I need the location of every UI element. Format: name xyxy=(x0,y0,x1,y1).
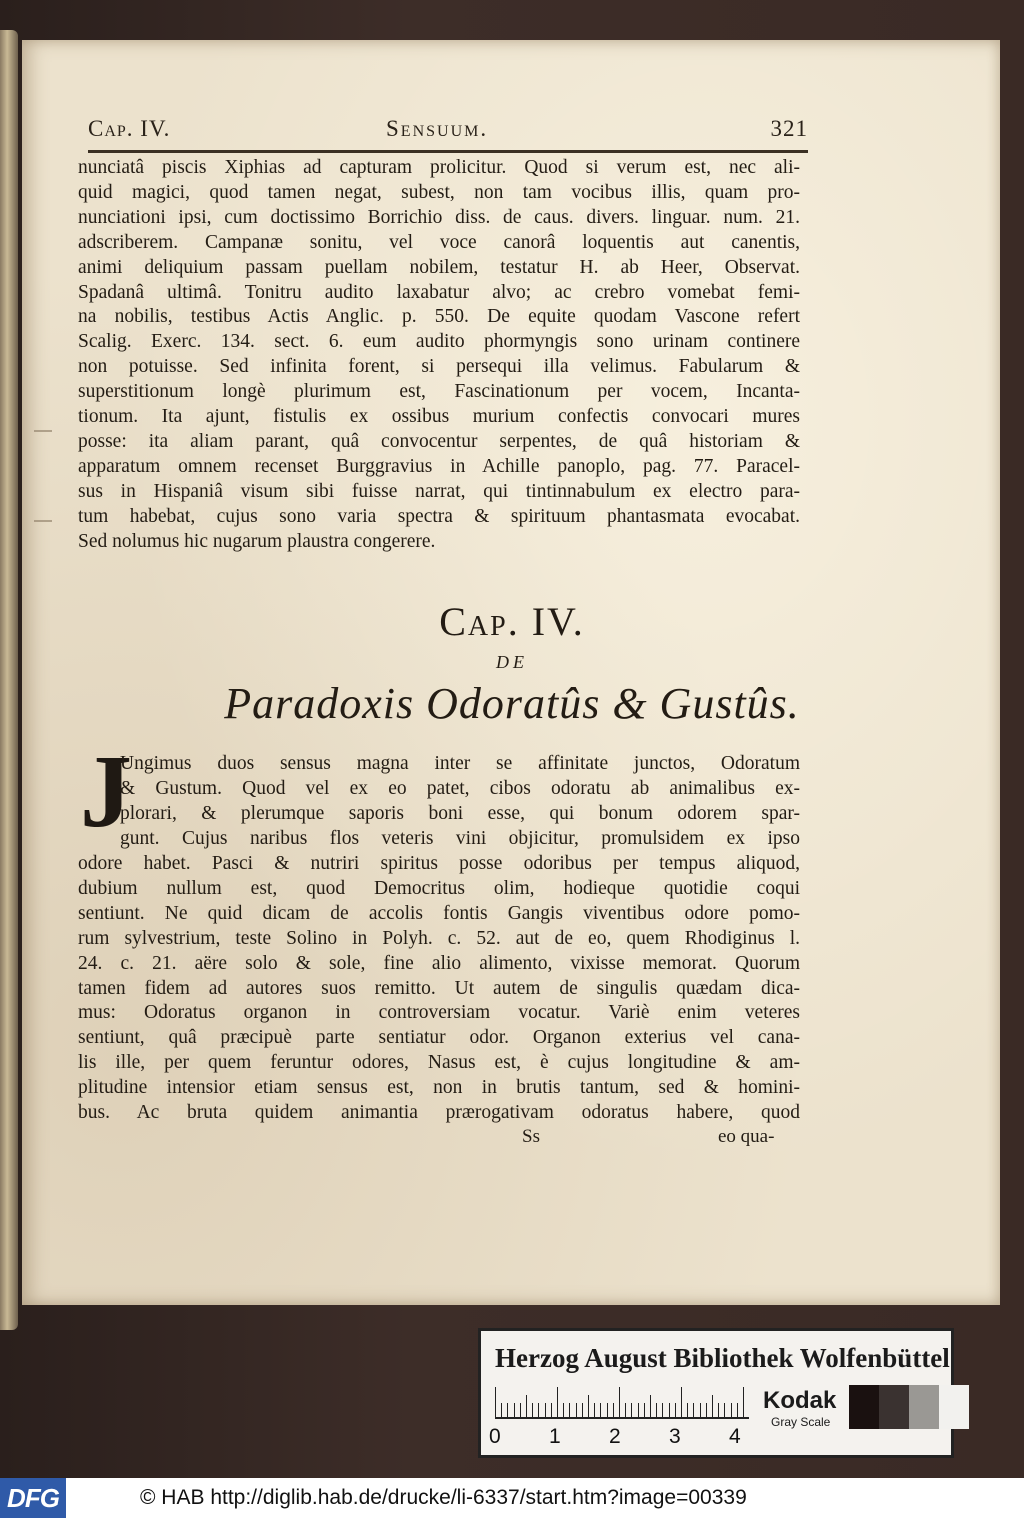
ruler-tick xyxy=(557,1387,558,1417)
ruler-tick xyxy=(737,1403,738,1417)
ruler-tick xyxy=(532,1403,533,1417)
text-line: Sed nolumus hic nugarum plaustra congerere. xyxy=(78,530,436,552)
text-block-indented xyxy=(120,752,800,852)
ruler-tick xyxy=(613,1403,614,1417)
ruler-tick xyxy=(520,1403,521,1417)
ruler-tick xyxy=(700,1403,701,1417)
ruler-tick xyxy=(743,1387,744,1417)
ruler-tick xyxy=(495,1387,496,1417)
text-line: posse: ita aliam parant, quâ convocentur serpentes, de quâ historiam & xyxy=(78,430,800,452)
drop-capital: J xyxy=(80,734,132,849)
signature-mark: Ss xyxy=(522,1126,540,1147)
ruler-number: 3 xyxy=(669,1425,681,1448)
text-line: nunciationi ipsi, cum doctissimo Borrichio diss. de caus. divers. linguar. num. 21. xyxy=(78,206,800,228)
ruler-tick xyxy=(625,1403,626,1417)
text-line: rum sylvestrium, teste Solino in Polyh. c. 52. aut de eo, quem Rhodiginus l. xyxy=(78,927,800,949)
chapter-title: Cap. IV. xyxy=(439,599,585,644)
kodak-logo: Kodak xyxy=(763,1387,837,1414)
text-line: Ungimus duos sensus magna inter se affinitate junctos, Odoratum xyxy=(120,753,800,774)
text-line: sentiunt. Ne quid dicam de accolis fontis Gangis viventibus odore pomo- xyxy=(78,902,800,924)
ruler-tick xyxy=(526,1395,527,1417)
text-line: Spadanâ ultimâ. Tonitru audito laxabatur alvo; ac crebro vomebat femi- xyxy=(78,281,800,303)
ruler-number: 0 xyxy=(489,1425,501,1448)
gray-swatch xyxy=(879,1385,909,1429)
margin-mark xyxy=(34,430,52,432)
ruler-tick xyxy=(563,1403,564,1417)
chapter-subtitle: Paradoxis Odoratûs & Gustûs. xyxy=(224,679,800,728)
chapter-de: DE xyxy=(496,652,528,672)
gray-scale-label: Gray Scale xyxy=(771,1415,831,1429)
text-line: & Gustum. Quod vel ex eo patet, cibos odoratu ab animalibus ex- xyxy=(120,777,800,799)
ruler-tick xyxy=(594,1403,595,1417)
text-line: sentiunt, quâ præcipuè parte sentiatur odor. Organon exterius vel cana- xyxy=(78,1027,800,1049)
ruler-tick xyxy=(582,1403,583,1417)
ruler-numbers xyxy=(489,1425,751,1449)
text-line: mus: Odoratus organon in controversiam vocatur. Variè enim veteres xyxy=(78,1002,800,1024)
text-line: gunt. Cujus naribus flos veteris vini objicitur, promulsidem ex ipso xyxy=(120,827,800,849)
margin-mark xyxy=(34,520,52,522)
header-rule xyxy=(88,150,808,153)
page-footer xyxy=(0,1126,1024,1156)
text-line: adscriberem. Campanæ sonitu, vel voce canorâ loquentis aut canentis, xyxy=(78,231,800,253)
ruler-tick xyxy=(501,1403,502,1417)
text-line: lis ille, per quem feruntur odores, Nasus est, è cujus longitudine & am- xyxy=(78,1052,800,1074)
ruler-number: 2 xyxy=(609,1425,621,1448)
ruler-tick xyxy=(514,1403,515,1417)
ruler-tick xyxy=(681,1387,682,1417)
ruler-tick xyxy=(687,1403,688,1417)
running-head-title: Sensuum. xyxy=(386,116,489,141)
ruler-tick xyxy=(600,1403,601,1417)
ruler-tick xyxy=(569,1403,570,1417)
ruler-tick xyxy=(693,1403,694,1417)
gray-swatch xyxy=(939,1385,969,1429)
text-block-top xyxy=(78,156,800,555)
text-line: plorari, & plerumque saporis boni esse, qui bonum odorem spar- xyxy=(120,802,800,824)
ruler-tick xyxy=(662,1403,663,1417)
ruler-tick xyxy=(638,1403,639,1417)
ruler-tick xyxy=(631,1403,632,1417)
text-line: apparatum omnem recenset Burggravius in Achille panoplo, pag. 77. Paracel- xyxy=(78,455,800,477)
ruler-tick xyxy=(706,1403,707,1417)
ruler-tick xyxy=(712,1395,713,1417)
text-line: bus. Ac bruta quidem animantia prærogativam odoratus habere, quod xyxy=(78,1102,800,1124)
gray-swatch xyxy=(909,1385,939,1429)
running-head-chapter: Cap. IV. xyxy=(88,116,171,141)
ruler-tick xyxy=(731,1403,732,1417)
color-target xyxy=(478,1328,954,1458)
text-line: tamen fidem ad autores suos remitto. Ut autem de singulis quædam dica- xyxy=(78,977,800,999)
ruler-tick xyxy=(650,1395,651,1417)
ruler-number: 1 xyxy=(549,1425,561,1448)
ruler-tick xyxy=(644,1403,645,1417)
ruler-tick xyxy=(576,1403,577,1417)
ruler-tick xyxy=(538,1403,539,1417)
ruler-tick xyxy=(551,1403,552,1417)
text-line: tionum. Ita ajunt, fistulis ex ossibus murium confectis convocari mures xyxy=(78,406,800,428)
gray-swatch xyxy=(849,1385,879,1429)
ruler-tick xyxy=(675,1403,676,1417)
copyright-link[interactable]: © HAB http://diglib.hab.de/drucke/li-6337/start.htm?image=00339 xyxy=(140,1486,747,1509)
ruler-tick xyxy=(669,1403,670,1417)
text-line: animi deliquium passam puellam nobilem, testatur H. ab Heer, Observat. xyxy=(78,256,800,278)
text-line: dubium nullum est, quod Democritus olim, hodieque quotidie coqui xyxy=(78,877,800,899)
target-title: Herzog August Bibliothek Wolfenbüttel xyxy=(495,1343,950,1373)
ruler-tick xyxy=(724,1403,725,1417)
text-line: odore habet. Pasci & nutriri spiritus posse odoribus per tempus aliquod, xyxy=(78,853,800,874)
catchword: eo qua- xyxy=(718,1126,775,1147)
text-line: nunciatâ piscis Xiphias ad capturam prolicitur. Quod si verum est, nec ali- xyxy=(78,157,800,178)
page-number: 321 xyxy=(770,116,808,141)
ruler-tick xyxy=(588,1395,589,1417)
ruler-tick xyxy=(718,1403,719,1417)
text-line: sus in Hispaniâ visum sibi fuisse narrat, qui tintinnabulum ex electro para- xyxy=(78,480,800,502)
text-line: Scalig. Exerc. 134. sect. 6. eum audito phormyngis sono urinam continere xyxy=(78,331,800,353)
text-block-bottom xyxy=(78,852,800,1126)
ruler-number: 4 xyxy=(729,1425,741,1448)
ruler-tick xyxy=(607,1403,608,1417)
dfg-logo[interactable]: DFG xyxy=(0,1478,66,1518)
text-line: na nobilis, testibus Actis Anglic. p. 550. De equite quodam Vascone refert xyxy=(78,306,800,328)
running-head xyxy=(88,110,808,144)
measurement-ruler xyxy=(495,1387,749,1419)
ruler-tick xyxy=(507,1403,508,1417)
text-line: tum habebat, cujus sono varia spectra & spirituum phantasmata evocabat. xyxy=(78,505,800,527)
ruler-tick xyxy=(656,1403,657,1417)
text-line: quid magici, quod tamen negat, subest, non tam vocibus illis, quam pro- xyxy=(78,181,800,203)
ruler-tick xyxy=(619,1387,620,1417)
ruler-tick xyxy=(545,1403,546,1417)
text-line: non potuisse. Sed infinita forent, si persequi illa velimus. Fabularum & xyxy=(78,356,800,378)
text-line: 24. c. 21. aëre solo & sole, fine alio alimento, vixisse memorat. Quorum xyxy=(78,952,800,974)
text-line: plitudine intensior etiam sensus est, non in brutis tantum, sed & homini- xyxy=(78,1077,800,1099)
text-line: superstitionum longè plurimum est, Fascinationum per vocem, Incanta- xyxy=(78,381,800,403)
